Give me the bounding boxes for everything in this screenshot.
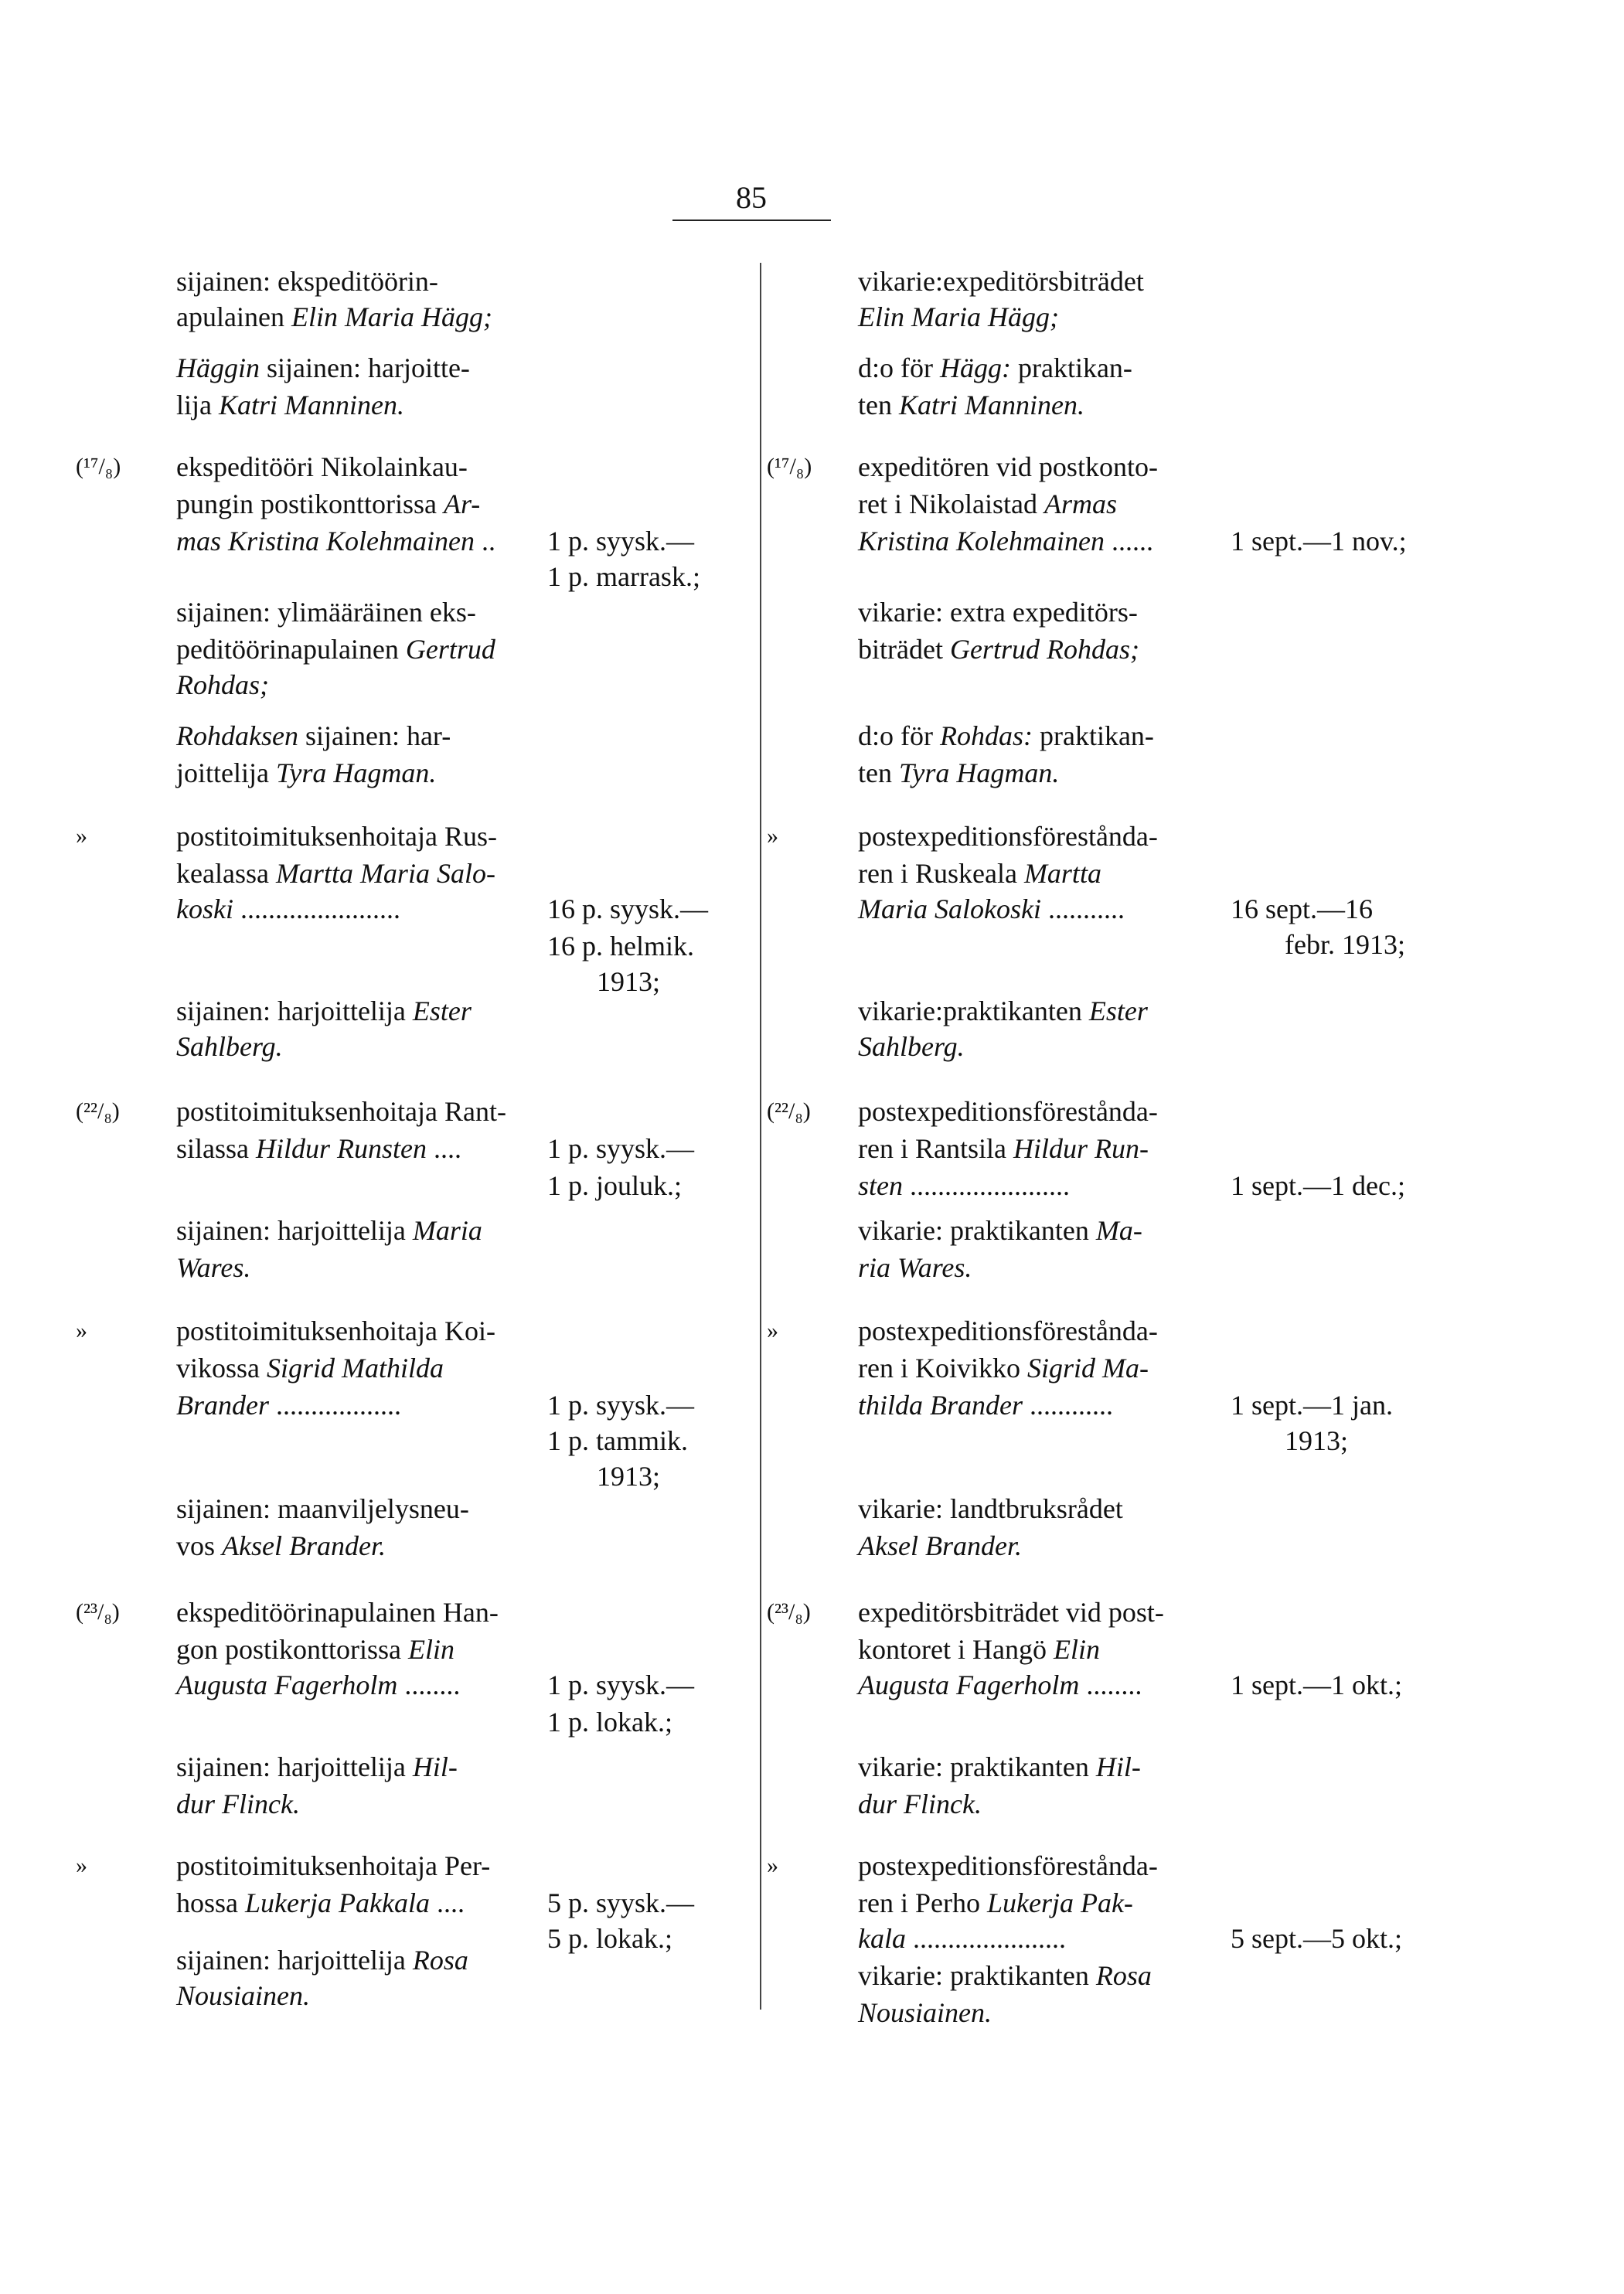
finnish-text-line: kealassa Martta Maria Salo- xyxy=(176,858,495,889)
finnish-text-line: postitoimituksenhoitaja Rant- xyxy=(176,1096,506,1127)
finnish-date: 1 p. marrask.; xyxy=(547,561,700,592)
finnish-text-line: sijainen: harjoittelija Ester xyxy=(176,996,472,1026)
finnish-date: 1 p. jouluk.; xyxy=(547,1170,683,1201)
column-divider xyxy=(760,263,761,2010)
finnish-text-line: koski ....................... xyxy=(176,893,400,924)
finnish-date: 1913; xyxy=(597,1461,661,1492)
swedish-date: 1 sept.—1 jan. xyxy=(1231,1390,1393,1421)
finnish-text-line: Brander .................. xyxy=(176,1390,401,1421)
swedish-text-line: vikarie: praktikanten Ma- xyxy=(858,1215,1142,1246)
entry-marker-sv: » xyxy=(767,1853,778,1878)
swedish-text-line: Elin Maria Hägg; xyxy=(858,301,1059,332)
finnish-text-line: mas Kristina Kolehmainen .. xyxy=(176,526,496,556)
entry-marker-fi: » xyxy=(76,1318,87,1343)
finnish-text-line: peditöörinapulainen Gertrud xyxy=(176,634,495,665)
swedish-text-line: d:o för Rohdas: praktikan- xyxy=(858,720,1154,751)
swedish-text-line: postexpeditionsförestånda- xyxy=(858,1315,1158,1346)
swedish-text-line: Aksel Brander. xyxy=(858,1530,1022,1561)
swedish-date: 5 sept.—5 okt.; xyxy=(1231,1923,1402,1954)
finnish-text-line: sijainen: maanviljelysneu- xyxy=(176,1493,469,1524)
swedish-text-line: vikarie: praktikanten Hil- xyxy=(858,1751,1141,1782)
entry-marker-fi: (²²/₈) xyxy=(76,1098,120,1124)
finnish-text-line: Augusta Fagerholm ........ xyxy=(176,1669,461,1700)
swedish-text-line: ren i Ruskeala Martta xyxy=(858,858,1101,889)
header-rule xyxy=(672,220,831,221)
finnish-text-line: Nousiainen. xyxy=(176,1980,311,2011)
swedish-text-line: kontoret i Hangö Elin xyxy=(858,1634,1100,1665)
finnish-text-line: sijainen: harjoittelija Hil- xyxy=(176,1751,458,1782)
finnish-date: 1 p. syysk.— xyxy=(547,1669,695,1700)
finnish-date: 1 p. syysk.— xyxy=(547,1390,695,1421)
finnish-text-line: postitoimituksenhoitaja Per- xyxy=(176,1850,491,1881)
swedish-text-line: d:o för Hägg: praktikan- xyxy=(858,352,1132,383)
finnish-text-line: sijainen: harjoittelija Rosa xyxy=(176,1945,468,1976)
finnish-date: 16 p. helmik. xyxy=(547,931,694,962)
finnish-text-line: vikossa Sigrid Mathilda xyxy=(176,1353,444,1384)
finnish-text-line: Rohdaksen sijainen: har- xyxy=(176,720,451,751)
finnish-text-line: gon postikonttorissa Elin xyxy=(176,1634,455,1665)
swedish-text-line: ret i Nikolaistad Armas xyxy=(858,488,1117,519)
finnish-text-line: sijainen: ekspeditöörin- xyxy=(176,266,438,297)
finnish-date: 1 p. tammik. xyxy=(547,1425,688,1456)
swedish-date: febr. 1913; xyxy=(1285,929,1405,960)
entry-marker-fi: » xyxy=(76,823,87,849)
swedish-date: 1 sept.—1 dec.; xyxy=(1231,1170,1405,1201)
entry-marker-fi: (¹⁷/₈) xyxy=(76,454,121,479)
swedish-text-line: Maria Salokoski ........... xyxy=(858,893,1125,924)
swedish-text-line: sten ....................... xyxy=(858,1170,1070,1201)
entry-marker-sv: (²³/₈) xyxy=(767,1599,811,1625)
entry-marker-sv: » xyxy=(767,1318,778,1343)
finnish-text-line: silassa Hildur Runsten .... xyxy=(176,1133,461,1164)
swedish-text-line: expeditören vid postkonto- xyxy=(858,451,1158,482)
finnish-text-line: Wares. xyxy=(176,1252,251,1283)
entry-marker-sv: » xyxy=(767,823,778,849)
finnish-text-line: dur Flinck. xyxy=(176,1789,300,1819)
finnish-date: 5 p. syysk.— xyxy=(547,1887,695,1918)
entry-marker-sv: (¹⁷/₈) xyxy=(767,454,812,479)
swedish-text-line: ria Wares. xyxy=(858,1252,972,1283)
finnish-date: 1913; xyxy=(597,966,661,997)
finnish-text-line: joittelija Tyra Hagman. xyxy=(176,757,437,788)
swedish-text-line: ren i Rantsila Hildur Run- xyxy=(858,1133,1149,1164)
swedish-text-line: Sahlberg. xyxy=(858,1031,965,1062)
finnish-text-line: sijainen: harjoittelija Maria xyxy=(176,1215,482,1246)
swedish-text-line: kala ...................... xyxy=(858,1923,1066,1954)
finnish-text-line: postitoimituksenhoitaja Koi- xyxy=(176,1315,495,1346)
swedish-date: 1 sept.—1 nov.; xyxy=(1231,526,1407,556)
swedish-date: 1 sept.—1 okt.; xyxy=(1231,1669,1402,1700)
swedish-text-line: vikarie:praktikanten Ester xyxy=(858,996,1148,1026)
swedish-text-line: vikarie: landtbruksrådet xyxy=(858,1493,1123,1524)
finnish-text-line: apulainen Elin Maria Hägg; xyxy=(176,301,492,332)
swedish-text-line: dur Flinck. xyxy=(858,1789,982,1819)
finnish-date: 1 p. lokak.; xyxy=(547,1707,672,1738)
finnish-date: 1 p. syysk.— xyxy=(547,1133,695,1164)
swedish-text-line: ten Tyra Hagman. xyxy=(858,757,1060,788)
entry-marker-fi: (²³/₈) xyxy=(76,1599,120,1625)
finnish-text-line: ekspeditööri Nikolainkau- xyxy=(176,451,468,482)
swedish-text-line: Augusta Fagerholm ........ xyxy=(858,1669,1142,1700)
finnish-date: 16 p. syysk.— xyxy=(547,893,709,924)
swedish-text-line: postexpeditionsförestånda- xyxy=(858,1850,1158,1881)
finnish-text-line: pungin postikonttorissa Ar- xyxy=(176,488,481,519)
swedish-text-line: ren i Perho Lukerja Pak- xyxy=(858,1887,1133,1918)
swedish-text-line: expeditörsbiträdet vid post- xyxy=(858,1597,1164,1628)
finnish-date: 5 p. lokak.; xyxy=(547,1923,672,1954)
page-number: 85 xyxy=(736,180,767,215)
entry-marker-fi: » xyxy=(76,1853,87,1878)
finnish-text-line: Sahlberg. xyxy=(176,1031,283,1062)
swedish-date: 16 sept.—16 xyxy=(1231,893,1373,924)
finnish-text-line: lija Katri Manninen. xyxy=(176,390,404,420)
swedish-text-line: ten Katri Manninen. xyxy=(858,390,1084,420)
finnish-date: 1 p. syysk.— xyxy=(547,526,695,556)
swedish-date: 1913; xyxy=(1285,1425,1349,1456)
finnish-text-line: ekspeditöörinapulainen Han- xyxy=(176,1597,499,1628)
swedish-text-line: vikarie: praktikanten Rosa xyxy=(858,1960,1152,1991)
finnish-text-line: Rohdas; xyxy=(176,669,269,700)
swedish-text-line: postexpeditionsförestånda- xyxy=(858,1096,1158,1127)
finnish-text-line: sijainen: ylimääräinen eks- xyxy=(176,597,476,628)
finnish-text-line: vos Aksel Brander. xyxy=(176,1530,386,1561)
finnish-text-line: hossa Lukerja Pakkala .... xyxy=(176,1887,465,1918)
swedish-text-line: biträdet Gertrud Rohdas; xyxy=(858,634,1139,665)
swedish-text-line: thilda Brander ............ xyxy=(858,1390,1113,1421)
swedish-text-line: vikarie: extra expeditörs- xyxy=(858,597,1138,628)
finnish-text-line: postitoimituksenhoitaja Rus- xyxy=(176,821,497,852)
finnish-text-line: Häggin sijainen: harjoitte- xyxy=(176,352,470,383)
swedish-text-line: Nousiainen. xyxy=(858,1997,992,2028)
swedish-text-line: ren i Koivikko Sigrid Ma- xyxy=(858,1353,1149,1384)
swedish-text-line: Kristina Kolehmainen ...... xyxy=(858,526,1154,556)
entry-marker-sv: (²²/₈) xyxy=(767,1098,811,1124)
swedish-text-line: postexpeditionsförestånda- xyxy=(858,821,1158,852)
swedish-text-line: vikarie:expeditörsbiträdet xyxy=(858,266,1144,297)
